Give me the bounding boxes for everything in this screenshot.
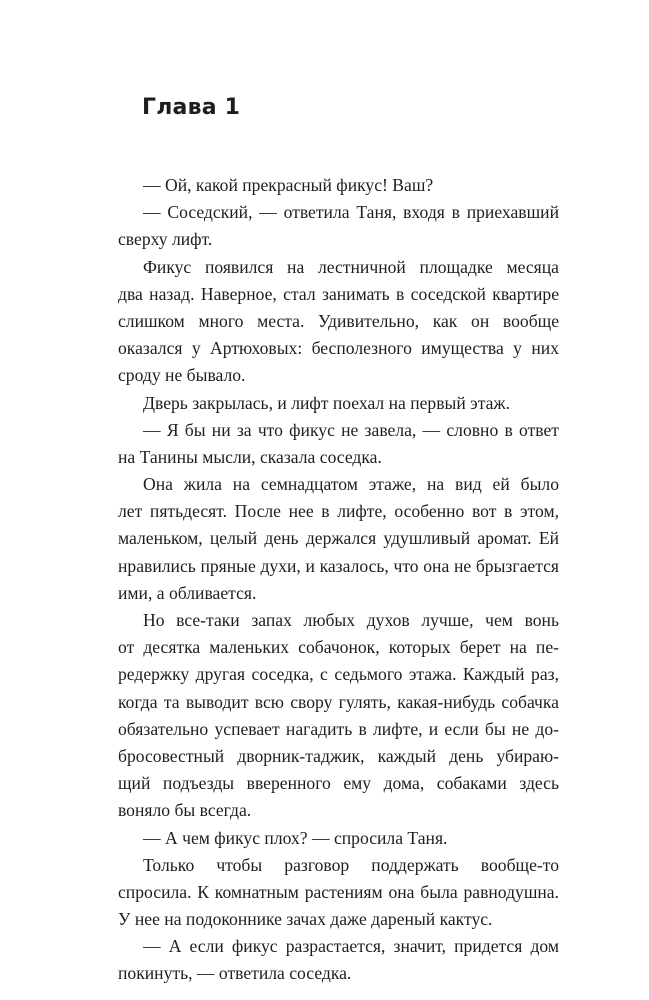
text-line: — Ой, какой прекрасный фикус! Ваш? bbox=[143, 175, 434, 195]
text-line: бросовестный дворник-таджик, каждый день убираю- bbox=[118, 745, 559, 766]
text-line: — А чем фикус плох? — спросила Таня. bbox=[143, 827, 448, 848]
text-line: покинуть, — ответила соседка. bbox=[118, 963, 352, 984]
text-line: два назад. Наверное, стал занимать в соседской квартире bbox=[118, 283, 559, 304]
text-line: — Я бы ни за что фикус не завела, — словно в ответ bbox=[143, 419, 559, 440]
text-line: Дверь закрылась, и лифт поехал на первый этаж. bbox=[143, 392, 510, 413]
text-line: воняло бы всегда. bbox=[118, 800, 252, 821]
text-line: — А если фикус разрастается, значит, придется дом bbox=[143, 936, 559, 957]
text-line: на Танины мысли, сказала соседка. bbox=[118, 446, 382, 467]
text-line: обязательно успевает нагадить в лифте, и если бы не до- bbox=[118, 718, 559, 739]
text-line: У нее на подоконнике зачах даже дареный кактус. bbox=[118, 909, 493, 930]
text-line: щий подъезды вверенного ему дома, собаками здесь bbox=[118, 773, 559, 794]
text-line: Только чтобы разговор поддержать вообще-то bbox=[143, 854, 559, 875]
text-line: нравились пряные духи, и казалось, что она не брызгается bbox=[118, 555, 559, 576]
text-line: Она жила на семнадцатом этаже, на вид ей было bbox=[143, 474, 559, 495]
text-line: редержку другая соседка, с седьмого этажа. Каждый раз, bbox=[118, 664, 559, 685]
text-line: — Соседский, — ответила Таня, входя в приехавший bbox=[143, 202, 559, 223]
text-line: лет пятьдесят. После нее в лифте, особенно вот в этом, bbox=[118, 501, 559, 522]
chapter-title: Глава 1 bbox=[142, 95, 241, 120]
text-line: слишком много места. Удивительно, как он вообще bbox=[118, 310, 559, 331]
text-line: Но все-таки запах любых духов лучше, чем вонь bbox=[143, 610, 559, 630]
text-line: маленьком, целый день держался удушливый аромат. Ей bbox=[118, 528, 559, 549]
text-line: оказался у Артюховых: бесполезного имущества у них bbox=[118, 338, 559, 359]
text-line: спросила. К комнатным растениям она была равнодушна. bbox=[118, 881, 559, 902]
text-line: когда та выводит всю свору гулять, какая-нибудь собачка bbox=[118, 691, 559, 712]
text-line: сроду не бывало. bbox=[118, 365, 246, 386]
text-line: Фикус появился на лестничной площадке месяца bbox=[143, 256, 559, 277]
text-line: ими, а обливается. bbox=[118, 582, 257, 603]
chapter-body bbox=[118, 172, 559, 988]
text-line: от десятка маленьких собачонок, которых берет на пе- bbox=[118, 637, 559, 658]
text-line: сверху лифт. bbox=[118, 229, 213, 250]
